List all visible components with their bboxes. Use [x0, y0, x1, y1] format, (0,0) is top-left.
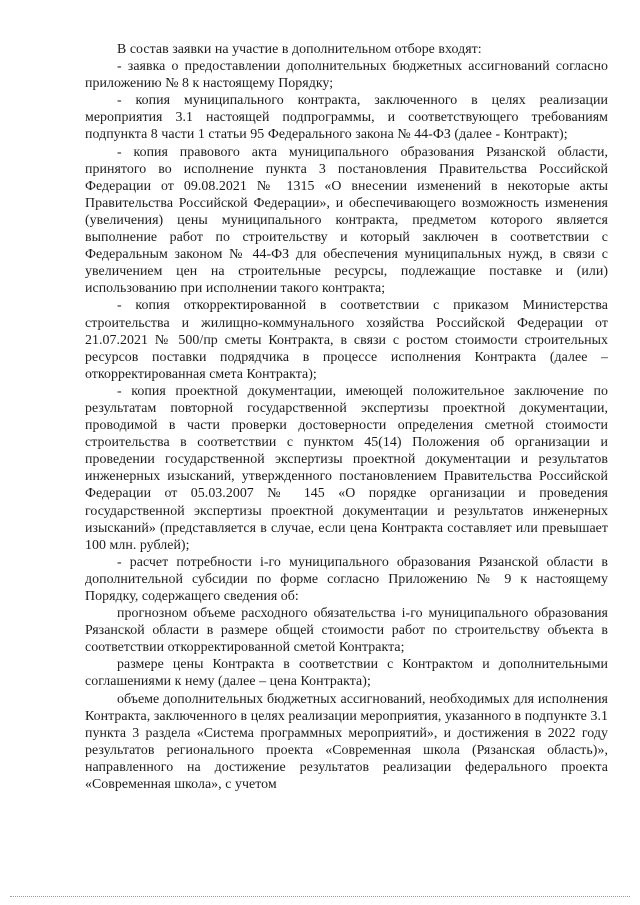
item-project-documentation: - копия проектной документации, имеющей положительное заключение по результатам повторной государственной экспертизы проектной документации, проводимой в части проверки достоверности определения сметной стоимости строительства в соответствии с пунктом 45(14) Положения об организации и проведении государственной экспертизы проектной документации и результатов инженерных изысканий, утвержденного постановлением Правительства Российской Федерации от 05.03.2007 № 145 «О порядке организации и проведения государственной экспертизы проектной документации и результатов инженерных изысканий» (представляется в случае, если цена Контракта составляет или превышает 100 млн. рублей);	[85, 383, 608, 553]
intro-paragraph: В состав заявки на участие в дополнительном отборе входят:	[117, 42, 482, 57]
item-corrected-estimate: - копия откорректированной в соответствии с приказом Министерства строительства и жилищно-коммунального хозяйства Российской Федерации от 21.07.2021 № 500/пр сметы Контракта, в связи с ростом стоимости строительных ресурсов поставки подрядчика в процессе исполнения Контракта (далее – откорректированная смета Контракта);	[85, 298, 608, 382]
subitem-additional-allocations: объеме дополнительных бюджетных ассигнований, необходимых для исполнения Контракта, заключенного в целях реализации мероприятия, указанного в подпункте 3.1 пункта 3 раздела «Система программных мероприятий», и достижения в 2022 году результатов регионального проекта «Современная школа (Рязанская область)», направленного на достижение результатов реализации федерального проекта «Современная школа», с учетом	[85, 691, 608, 793]
item-contract-copy: - копия муниципального контракта, заключенного в целях реализации мероприятия 3.1 настоящей подпрограммы, и соответствующего требованиям подпункта 8 части 1 статьи 95 Федерального закона № 44-ФЗ (далее - Контракт);	[85, 93, 608, 143]
subitem-forecast-volume: прогнозном объеме расходного обязательства i-го муниципального образования Рязанской области в размере общей стоимости работ по строительству объекта в соответствии откорректированной сметой Контракта;	[85, 606, 608, 656]
scan-bottom-edge	[10, 896, 630, 897]
item-subsidy-calculation: - расчет потребности i-го муниципального образования Рязанской области в дополнительной субсидии по форме согласно Приложению № 9 к настоящему Порядку, содержащего сведения об:	[85, 554, 608, 604]
subitem-contract-price: размере цены Контракта в соответствии с Контрактом и дополнительными соглашениями к нему (далее – цена Контракта);	[85, 657, 608, 690]
item-application: - заявка о предоставлении дополнительных бюджетных ассигнований согласно приложению № 8 к настоящему Порядку;	[85, 59, 608, 92]
document-body	[85, 41, 608, 793]
item-legal-act-copy: - копия правового акта муниципального образования Рязанской области, принятого во исполнение пункта 3 постановления Правительства Российской Федерации от 09.08.2021 № 1315 «О внесении изменений в некоторые акты Правительства Российской Федерации», и обеспечивающего возможность изменения (увеличения) цены муниципального контракта, предметом которого является выполнение работ по строительству и который заключен в соответствии с Федеральным законом № 44-ФЗ для обеспечения муниципальных нужд, в связи с увеличением цен на строительные ресурсы, подлежащие поставке и (или) использованию при исполнении такого контракта;	[85, 144, 608, 297]
